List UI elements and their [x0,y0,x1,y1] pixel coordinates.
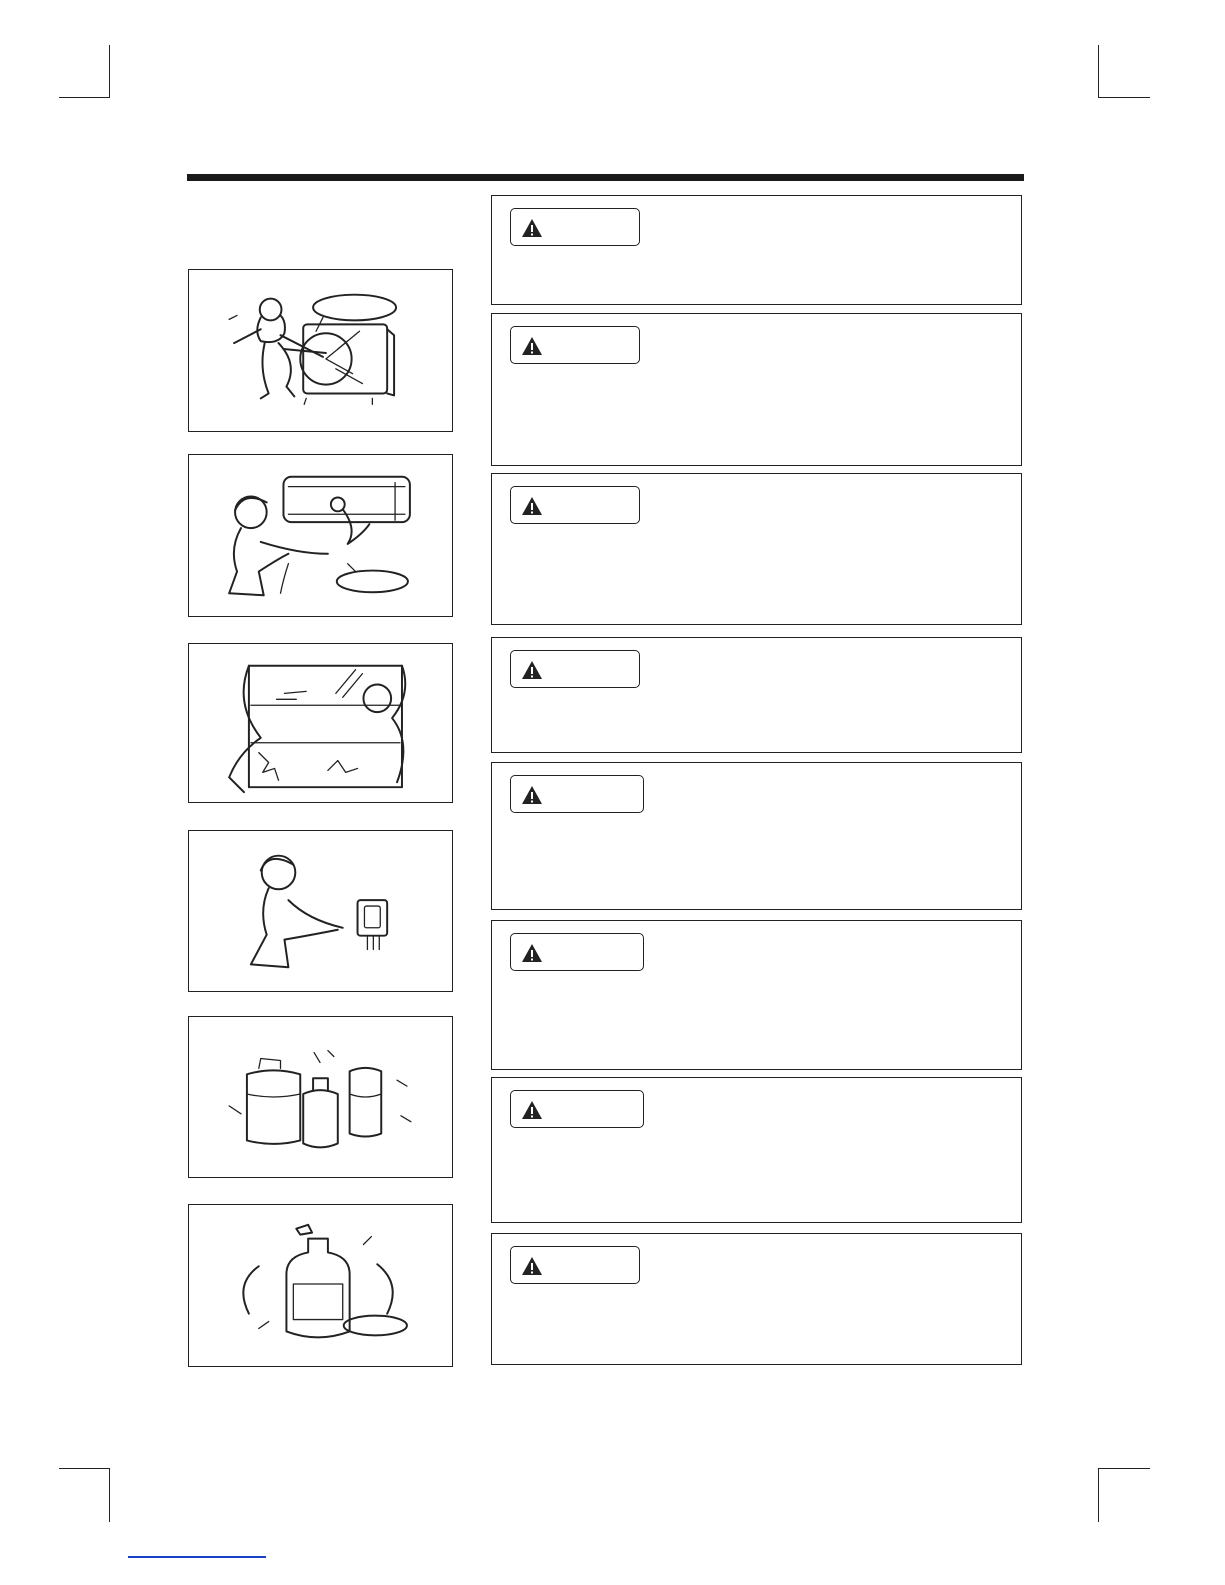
crop-mark-bottom-left-horizontal [59,1468,110,1469]
warning-triangle-icon [521,1256,543,1276]
person-splashing-water-icon [189,455,452,616]
warning-triangle-icon [521,336,543,356]
warning-badge [510,775,644,813]
illustration-power-switch [188,830,453,992]
warning-triangle-icon [521,660,543,680]
warning-triangle-icon [521,1100,543,1120]
warning-triangle-icon [521,785,543,805]
window-with-curtains-icon [189,644,452,802]
spray-bottle-icon [189,1205,452,1366]
warning-box-1 [491,195,1022,305]
warning-badge [510,933,644,971]
footer-link-underline[interactable] [128,1556,266,1558]
warning-box-2 [491,313,1022,466]
crop-mark-top-left-vertical [109,45,110,97]
warning-triangle-icon [521,943,543,963]
crop-mark-top-right-vertical [1098,45,1099,97]
illustration-spray-bottle [188,1204,453,1367]
warning-box-4 [491,637,1022,753]
warning-triangle-icon [521,218,543,238]
warning-badge [510,650,640,688]
crop-mark-top-right-horizontal [1098,97,1150,98]
warning-triangle-icon [521,496,543,516]
warning-box-8 [491,1233,1022,1365]
warning-box-3 [491,473,1022,625]
illustration-water-splash-on-unit [188,454,453,617]
chemical-containers-icon [189,1017,452,1177]
header-rule [187,174,1024,181]
illustration-open-window [188,643,453,803]
warning-badge [510,486,640,524]
person-reaching-into-fan-icon [189,270,452,431]
warning-box-7 [491,1077,1022,1223]
crop-mark-top-left-horizontal [59,97,110,98]
warning-badge [510,208,640,246]
warning-box-5 [491,762,1022,910]
warning-box-6 [491,920,1022,1070]
illustration-hand-in-fan [188,269,453,432]
illustration-chemical-containers [188,1016,453,1178]
crop-mark-bottom-right-horizontal [1098,1468,1150,1469]
crop-mark-bottom-left-vertical [109,1468,110,1522]
person-at-wall-switch-icon [189,831,452,991]
crop-mark-bottom-right-vertical [1098,1468,1099,1522]
warning-badge [510,1246,640,1284]
warning-badge [510,1090,644,1128]
warning-badge [510,326,640,364]
